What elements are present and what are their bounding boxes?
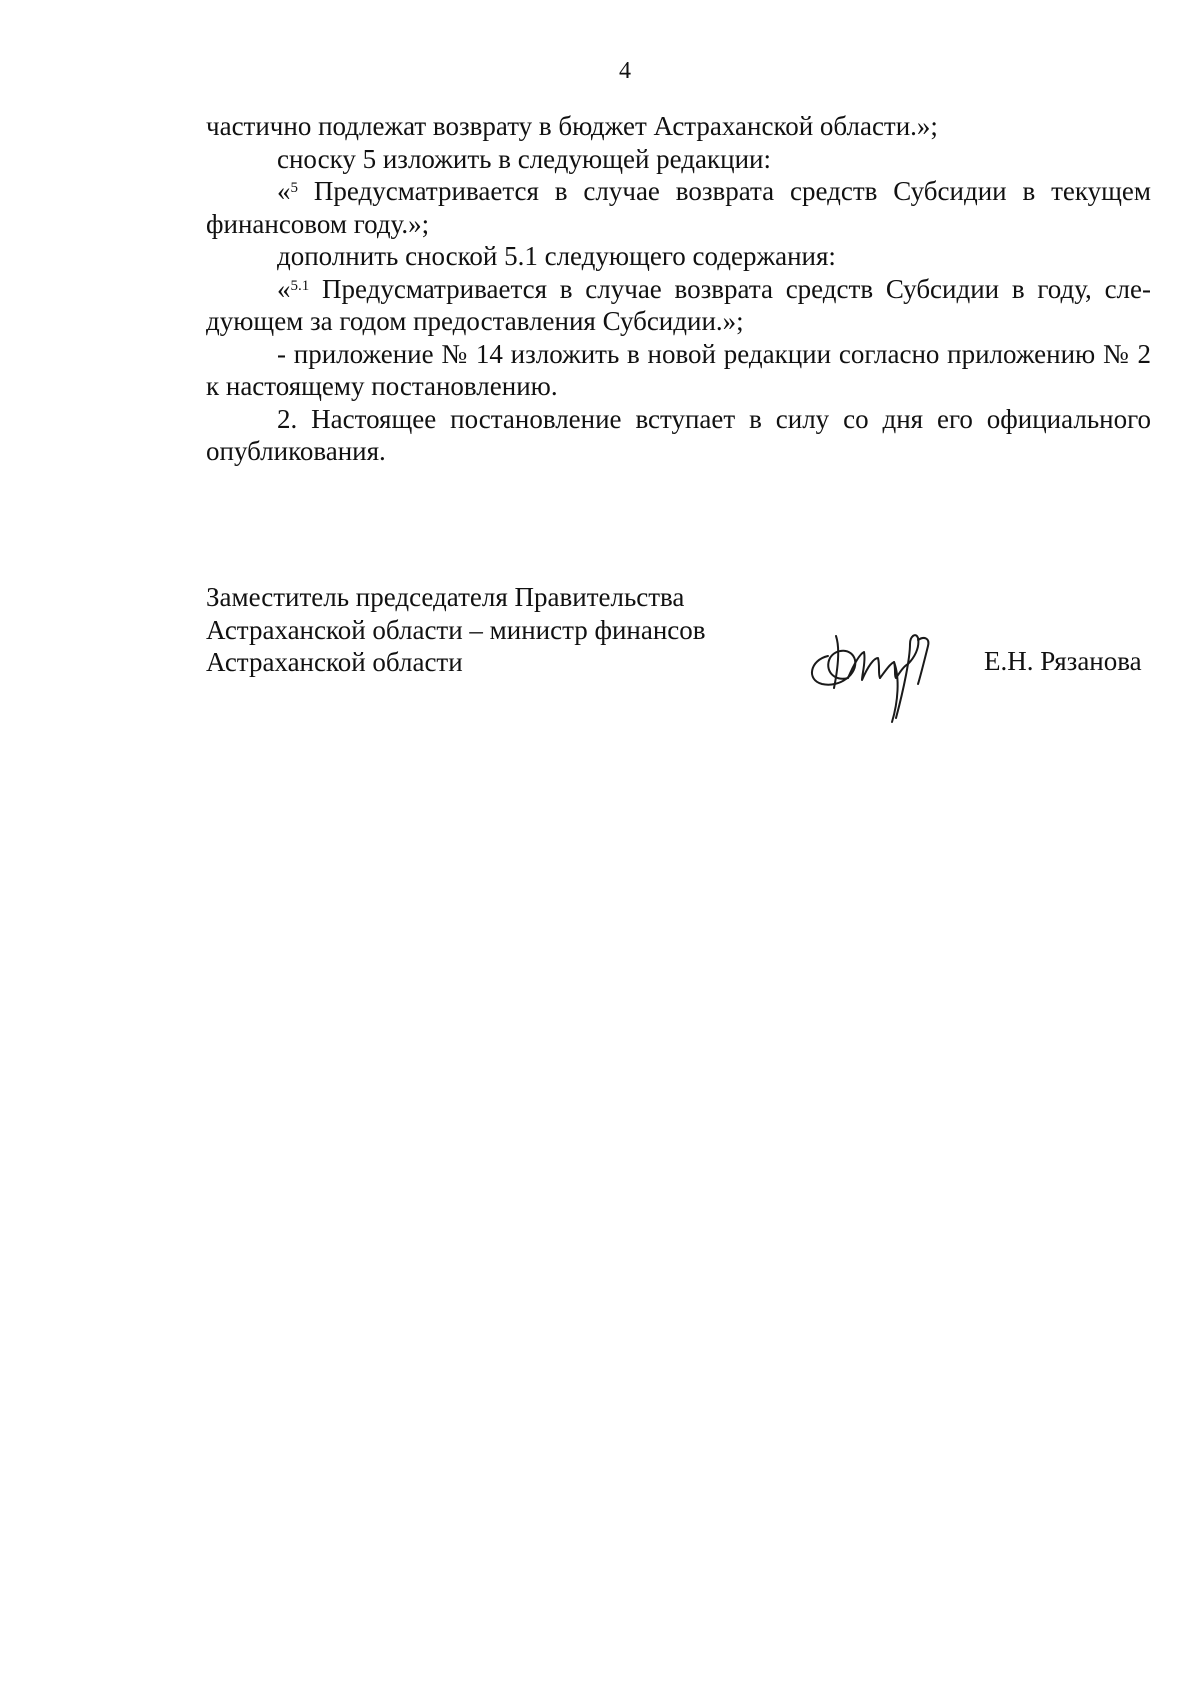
footnote-text: Предусматривается в случае возврата средств Субсидии в году, сле-	[309, 273, 1151, 304]
signatory-title-line: Заместитель председателя Правительства	[206, 582, 685, 612]
footnote-text: Предусматривается в случае возврата средств Субсидии в текущем финансовом году.»;	[206, 176, 1151, 239]
paragraph-6: - приложение № 14 изложить в новой редакции согласно приложению № 2 к настоящему постановлению.	[206, 338, 1151, 401]
footnote-mark: 5.1	[290, 277, 310, 294]
signatory-title-line: Астраханской области	[206, 647, 463, 677]
paragraph-5-footnote-5-1-line1	[206, 273, 1151, 306]
paragraph-5-footnote-5-1-line2: дующем за годом предоставления Субсидии.»;	[206, 306, 744, 336]
open-quote: «	[277, 176, 291, 206]
paragraph-1: частично подлежат возврату в бюджет Астраханской области.»;	[206, 111, 938, 141]
paragraph-4: дополнить сноской 5.1 следующего содержания:	[277, 241, 836, 271]
signatory-title-line: Астраханской области – министр финансов	[206, 614, 706, 645]
footnote-mark: 5	[290, 180, 298, 196]
paragraph-3-footnote-5	[206, 175, 1151, 240]
signatory-title	[206, 581, 706, 679]
signatory-name: Е.Н. Рязанова	[984, 646, 1142, 676]
open-quote: «	[277, 273, 291, 304]
paragraph-2: сноску 5 изложить в следующей редакции:	[277, 143, 771, 174]
handwritten-signature	[800, 618, 950, 728]
paragraph-7: 2. Настоящее постановление вступает в силу со дня его официального опубликования.	[206, 403, 1151, 466]
document-body	[206, 110, 1151, 468]
page-number: 4	[619, 58, 631, 84]
